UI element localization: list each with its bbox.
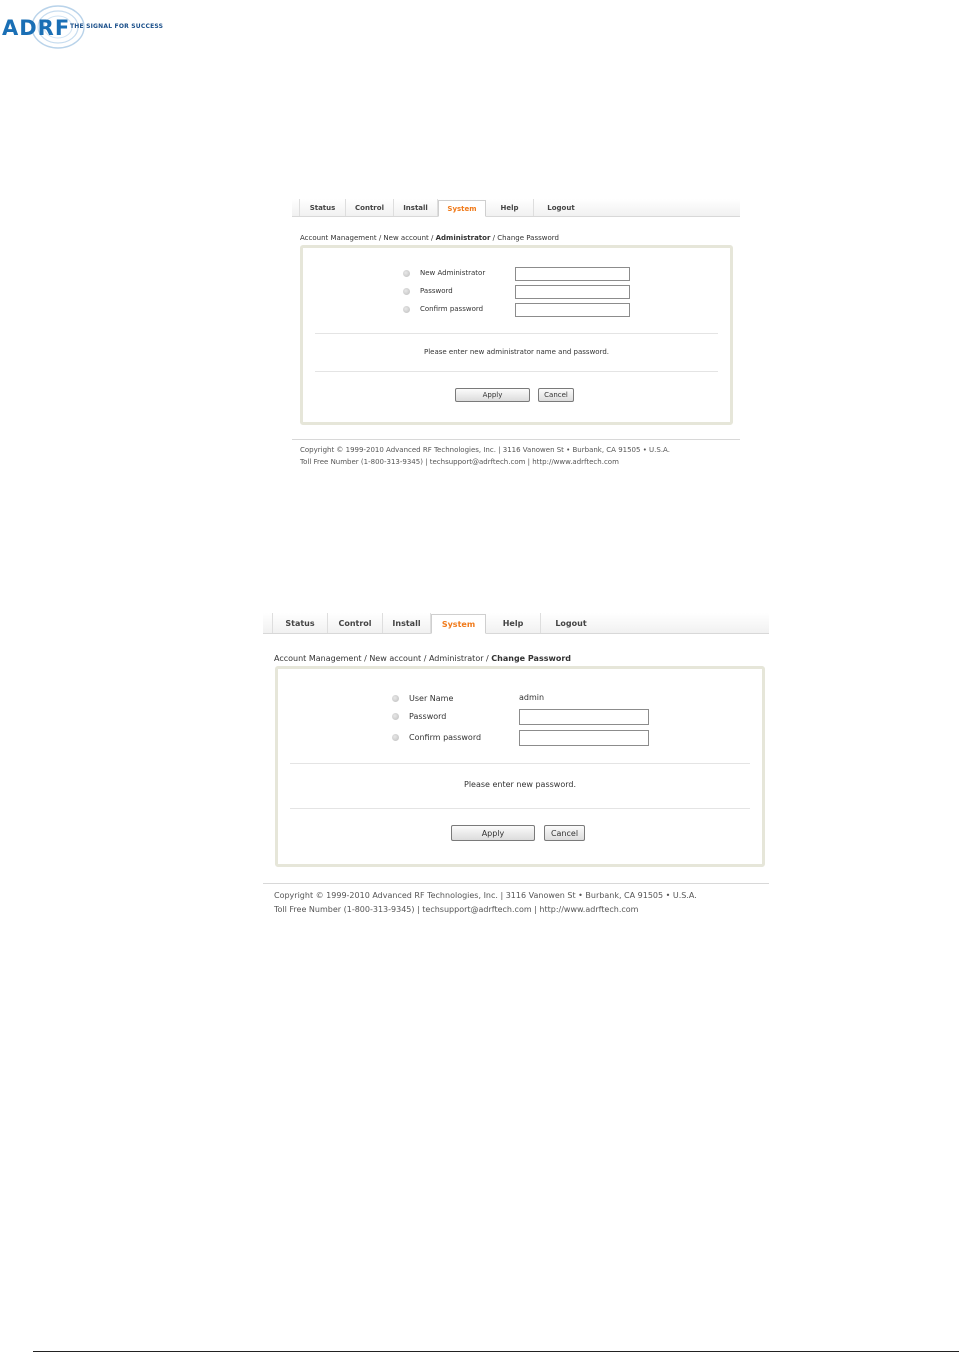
confirm-password-label: Confirm password xyxy=(409,733,482,742)
user-name-value: admin xyxy=(519,693,545,702)
page-bottom-rule xyxy=(33,1351,959,1352)
breadcrumb-path: Account Management / New account / Administrator / xyxy=(274,654,492,663)
screenshot-change-password xyxy=(263,613,769,923)
confirm-password-input[interactable] xyxy=(515,303,630,317)
bullet-icon xyxy=(392,695,399,702)
form-box xyxy=(300,245,733,425)
bullet-icon xyxy=(403,306,410,313)
password-row xyxy=(403,287,453,295)
logo-wordmark: ADRF xyxy=(2,16,71,40)
breadcrumb-current: Change Password xyxy=(491,654,572,663)
bullet-icon xyxy=(403,288,410,295)
tab-spacer xyxy=(263,613,273,633)
screenshot-new-administrator xyxy=(292,199,740,474)
nav-tabbar xyxy=(263,613,769,634)
tab-logout[interactable]: Logout xyxy=(555,618,587,628)
tab-spacer xyxy=(292,199,300,216)
tab-install[interactable]: Install xyxy=(394,199,438,216)
confirm-password-label: Confirm password xyxy=(420,305,484,313)
divider xyxy=(315,333,718,334)
tab-install[interactable]: Install xyxy=(383,613,431,633)
footer-copyright: Copyright © 1999-2010 Advanced RF Technologies, Inc. | 3116 Vanowen St • Burbank, CA 91505 • U.S.A. xyxy=(274,891,697,900)
new-administrator-row xyxy=(403,269,485,277)
bullet-icon xyxy=(392,713,399,720)
logo-tagline: THE SIGNAL FOR SUCCESS xyxy=(70,23,164,30)
apply-button[interactable]: Apply xyxy=(455,388,530,402)
cancel-button[interactable]: Cancel xyxy=(538,388,574,402)
bullet-icon xyxy=(392,734,399,741)
footer-contact: Toll Free Number (1-800-313-9345) | techsupport@adrftech.com | http://www.adrftech.com xyxy=(300,458,619,466)
bullet-icon xyxy=(403,270,410,277)
tab-status[interactable]: Status xyxy=(300,199,346,216)
password-label: Password xyxy=(420,287,453,295)
nav-tabbar xyxy=(292,199,740,217)
tab-system[interactable]: System xyxy=(438,200,486,217)
apply-button[interactable]: Apply xyxy=(451,825,535,841)
breadcrumb-tail: / Change Password xyxy=(490,234,559,242)
confirm-password-row xyxy=(403,305,483,313)
password-label: Password xyxy=(409,712,447,721)
instruction-message: Please enter new administrator name and password. xyxy=(423,348,610,356)
form-box xyxy=(275,666,765,867)
divider xyxy=(290,808,750,809)
user-name-label: User Name xyxy=(409,694,454,703)
tab-help[interactable]: Help xyxy=(486,199,534,216)
tab-control[interactable]: Control xyxy=(346,199,394,216)
tab-help[interactable]: Help xyxy=(486,613,541,633)
new-administrator-input[interactable] xyxy=(515,267,630,281)
tab-logout[interactable]: Logout xyxy=(547,203,575,212)
tab-system[interactable]: System xyxy=(431,614,486,634)
password-input[interactable] xyxy=(515,285,630,299)
breadcrumb-current: Administrator xyxy=(435,234,491,242)
footer-contact: Toll Free Number (1-800-313-9345) | techsupport@adrftech.com | http://www.adrftech.com xyxy=(274,905,639,914)
password-input[interactable] xyxy=(519,709,649,725)
tab-status[interactable]: Status xyxy=(273,613,328,633)
divider xyxy=(315,371,718,372)
password-row xyxy=(392,712,446,721)
confirm-password-input[interactable] xyxy=(519,730,649,746)
confirm-password-row xyxy=(392,733,481,742)
breadcrumb-path: Account Management / New account / xyxy=(300,234,436,242)
footer-divider xyxy=(263,883,769,884)
instruction-message: Please enter new password. xyxy=(464,780,576,789)
divider xyxy=(290,763,750,764)
footer-copyright: Copyright © 1999-2010 Advanced RF Technologies, Inc. | 3116 Vanowen St • Burbank, CA 91505 • U.S.A. xyxy=(300,446,670,454)
tab-control[interactable]: Control xyxy=(328,613,383,633)
breadcrumb xyxy=(274,654,571,663)
cancel-button[interactable]: Cancel xyxy=(544,825,585,841)
breadcrumb xyxy=(300,234,559,242)
adrf-logo xyxy=(2,4,202,50)
footer-divider xyxy=(292,439,740,440)
user-name-row xyxy=(392,694,453,703)
new-administrator-label: New Administrator xyxy=(420,269,486,277)
